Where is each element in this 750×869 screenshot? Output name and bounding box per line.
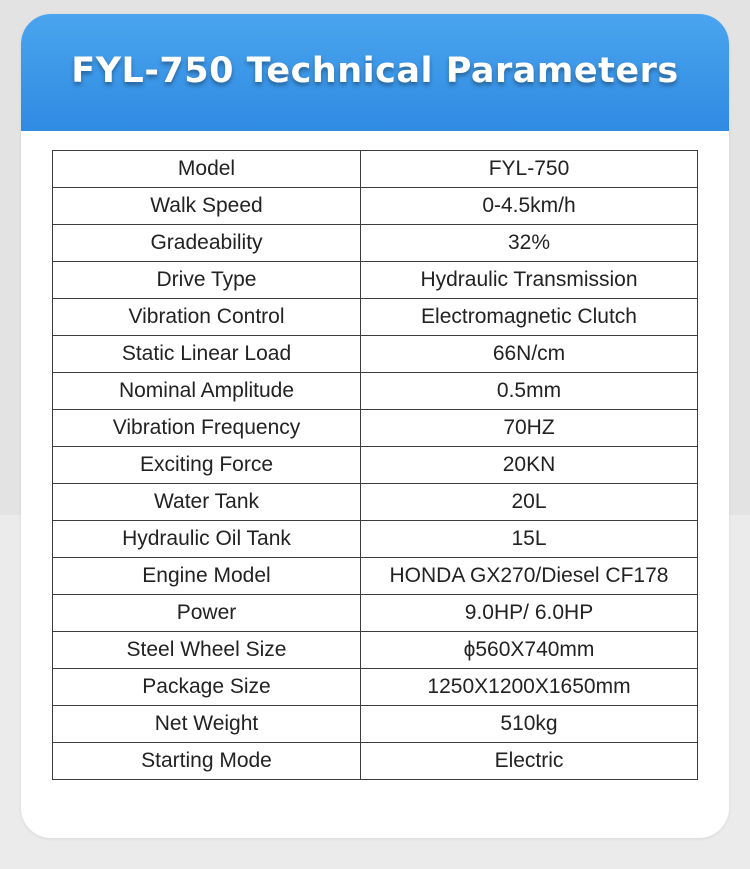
- spec-value: Hydraulic Transmission: [361, 262, 698, 299]
- table-row: [53, 706, 698, 743]
- spec-value: 9.0HP/ 6.0HP: [361, 595, 698, 632]
- table-row: [53, 299, 698, 336]
- spec-value: HONDA GX270/Diesel CF178: [361, 558, 698, 595]
- spec-value: 0.5mm: [361, 373, 698, 410]
- spec-label: Hydraulic Oil Tank: [53, 521, 361, 558]
- table-row: [53, 410, 698, 447]
- spec-value: FYL-750: [361, 151, 698, 188]
- spec-value: 1250X1200X1650mm: [361, 669, 698, 706]
- table-row: [53, 151, 698, 188]
- spec-value: Electromagnetic Clutch: [361, 299, 698, 336]
- table-row: [53, 188, 698, 225]
- spec-value: 510kg: [361, 706, 698, 743]
- table-row: [53, 336, 698, 373]
- spec-label: Package Size: [53, 669, 361, 706]
- spec-label: Nominal Amplitude: [53, 373, 361, 410]
- table-row: [53, 743, 698, 780]
- specs-table: [52, 150, 698, 780]
- spec-value: ϕ560X740mm: [361, 632, 698, 669]
- table-row: [53, 225, 698, 262]
- spec-label: Vibration Control: [53, 299, 361, 336]
- spec-label: Static Linear Load: [53, 336, 361, 373]
- spec-label: Walk Speed: [53, 188, 361, 225]
- table-row: [53, 484, 698, 521]
- table-row: [53, 595, 698, 632]
- table-row: [53, 373, 698, 410]
- spec-label: Drive Type: [53, 262, 361, 299]
- spec-label: Engine Model: [53, 558, 361, 595]
- spec-value: 20L: [361, 484, 698, 521]
- spec-label: Power: [53, 595, 361, 632]
- spec-label: Starting Mode: [53, 743, 361, 780]
- spec-label: Water Tank: [53, 484, 361, 521]
- spec-value: 0-4.5km/h: [361, 188, 698, 225]
- table-row: [53, 558, 698, 595]
- spec-label: Steel Wheel Size: [53, 632, 361, 669]
- spec-value: 15L: [361, 521, 698, 558]
- spec-value: 66N/cm: [361, 336, 698, 373]
- table-row: [53, 632, 698, 669]
- spec-label: Gradeability: [53, 225, 361, 262]
- spec-value: Electric: [361, 743, 698, 780]
- spec-value: 20KN: [361, 447, 698, 484]
- parameters-card: [21, 14, 729, 838]
- spec-label: Vibration Frequency: [53, 410, 361, 447]
- spec-label: Model: [53, 151, 361, 188]
- table-row: [53, 262, 698, 299]
- spec-value: 70HZ: [361, 410, 698, 447]
- table-row: [53, 521, 698, 558]
- title-banner: [21, 14, 729, 131]
- spec-label: Net Weight: [53, 706, 361, 743]
- table-row: [53, 669, 698, 706]
- page-title: FYL-750 Technical Parameters: [71, 50, 679, 91]
- table-row: [53, 447, 698, 484]
- spec-value: 32%: [361, 225, 698, 262]
- spec-label: Exciting Force: [53, 447, 361, 484]
